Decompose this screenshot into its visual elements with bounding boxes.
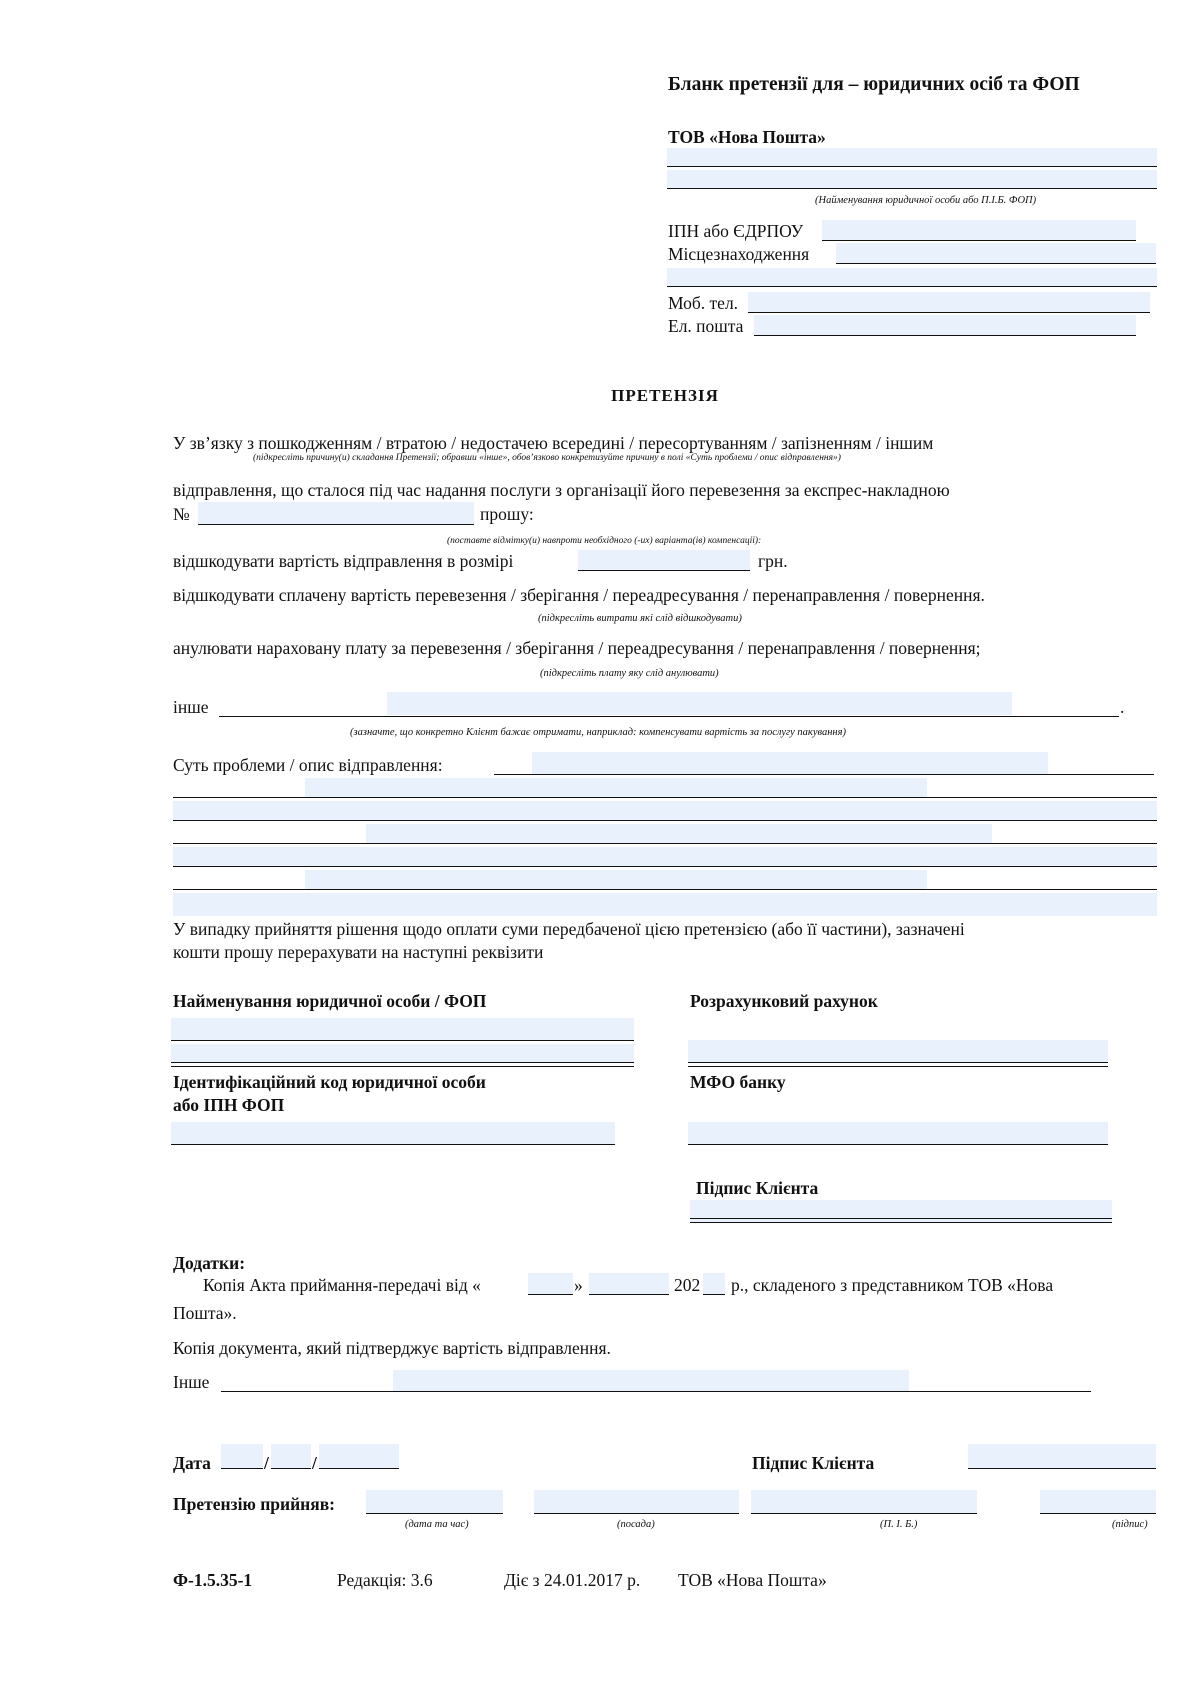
location-line-1 (836, 263, 1156, 264)
option1-currency: грн. (758, 551, 788, 571)
accepted-name-field[interactable] (751, 1490, 977, 1513)
attachment1-a: Копія Акта приймання-передачі від « (203, 1275, 481, 1295)
phone-label: Моб. тел. (668, 293, 739, 313)
claim-intro: У зв’язку з пошкодженням / втратою / недостачею всередині / пересортуванням / запізненням / іншим (173, 433, 934, 453)
compensation-hint: (поставте відмітку(и) навпроти необхідного (-их) варіанта(ів) компенсації): (447, 536, 762, 546)
account-label: Розрахунковий рахунок (690, 991, 878, 1011)
attachment1-e: Пошта». (173, 1303, 237, 1323)
waybill-number-line (198, 524, 474, 525)
act-year-field[interactable] (703, 1273, 725, 1294)
accepted-label: Претензію прийняв: (173, 1494, 336, 1514)
payment-text-2: кошти прошу перерахувати на наступні реквізити (173, 942, 544, 962)
problem-line-0 (494, 774, 1154, 775)
form-code: Ф-1.5.35-1 (173, 1570, 253, 1590)
account-line (688, 1062, 1108, 1067)
attachments-heading: Додатки: (173, 1253, 246, 1273)
problem-field-0[interactable] (532, 752, 1048, 774)
act-day-field[interactable] (528, 1273, 573, 1294)
footer-company: ТОВ «Нова Пошта» (678, 1570, 827, 1590)
email-label: Ел. пошта (668, 316, 744, 336)
problem-line-5 (173, 889, 1157, 890)
other-field[interactable] (387, 692, 1012, 715)
other-line (219, 716, 1119, 717)
accepted-sign-field[interactable] (1040, 1490, 1156, 1513)
entity-name-field-1[interactable] (667, 148, 1157, 166)
hint-datetime: (дата та час) (405, 1519, 469, 1530)
option3-hint: (підкресліть плату яку слід анулювати) (540, 668, 719, 679)
accepted-position-field[interactable] (534, 1490, 739, 1513)
client-signature-label: Підпис Клієнта (696, 1178, 819, 1198)
option2-text: відшкодувати сплачену вартість перевезення / зберігання / переадресування / перенаправлення / повернення. (173, 585, 985, 605)
accepted-datetime-line (366, 1513, 503, 1514)
req-entity-line-2 (171, 1062, 634, 1067)
act-month-field[interactable] (589, 1273, 669, 1294)
entity-label: Найменування юридичної особи / ФОП (173, 991, 487, 1011)
problem-field-6[interactable] (173, 893, 1157, 916)
id-code-line (171, 1144, 615, 1145)
location-label: Місцезнаходження (668, 244, 810, 264)
problem-label: Суть проблеми / опис відправлення: (173, 755, 443, 775)
other-hint: (зазначте, що конкретно Клієнт бажає отримати, наприклад: компенсувати вартість за послугу пакування) (350, 727, 847, 738)
other-label: інше (173, 697, 209, 717)
claim-line2: відправлення, що сталося під час надання послуги з організації його перевезення за експрес-накладною (173, 480, 950, 500)
act-year-line (703, 1294, 725, 1295)
accepted-datetime-field[interactable] (366, 1490, 503, 1513)
email-line (754, 335, 1136, 336)
entity-name-hint: (Найменування юридичної особи або П.І.Б. ФОП) (815, 195, 1037, 206)
payment-text-1: У випадку прийняття рішення щодо оплати суми передбаченої цією претензією (або її частини), зазначені (173, 919, 965, 939)
id-label-1: Ідентифікаційний код юридичної особи (173, 1072, 486, 1092)
entity-name-line-1 (667, 166, 1157, 167)
effective-date: Діє з 24.01.2017 р. (504, 1570, 641, 1590)
accepted-sign-line (1040, 1513, 1156, 1514)
req-entity-field-2[interactable] (171, 1044, 634, 1062)
attachment-other-field[interactable] (393, 1370, 909, 1391)
ipn-line (822, 240, 1136, 241)
date-sep-2: / (312, 1453, 317, 1473)
request-text: прошу: (480, 504, 534, 524)
waybill-number-field[interactable] (198, 502, 474, 524)
hint-name: (П. І. Б.) (880, 1519, 918, 1530)
act-day-line (528, 1294, 573, 1295)
act-month-line (589, 1294, 669, 1295)
date-sep-1: / (264, 1453, 269, 1473)
problem-line-1 (173, 797, 1157, 798)
accepted-position-line (534, 1513, 739, 1514)
hint-sign: (підпис) (1112, 1519, 1148, 1530)
hint-position: (посада) (617, 1519, 655, 1530)
attachment2: Копія документа, який підтверджує вартість відправлення. (173, 1338, 611, 1358)
email-field[interactable] (754, 315, 1136, 335)
location-field-2[interactable] (667, 268, 1157, 286)
date-month-line (271, 1468, 311, 1469)
claim-heading: ПРЕТЕНЗІЯ (611, 386, 719, 405)
entity-name-field-2[interactable] (667, 170, 1157, 188)
final-sign-field[interactable] (968, 1444, 1156, 1468)
phone-line (748, 312, 1150, 313)
final-sign-line (968, 1468, 1156, 1469)
other-end: . (1120, 697, 1125, 717)
revision: Редакція: 3.6 (337, 1570, 433, 1590)
date-label: Дата (173, 1453, 211, 1473)
problem-field-3[interactable] (366, 824, 992, 843)
date-day-field[interactable] (221, 1444, 263, 1468)
date-year-line (319, 1468, 399, 1469)
option1-text: відшкодувати вартість відправлення в розмірі (173, 551, 514, 571)
mfo-line (688, 1144, 1108, 1145)
entity-name-line-2 (667, 188, 1157, 189)
ipn-field[interactable] (822, 220, 1136, 240)
date-day-line (221, 1468, 263, 1469)
date-year-field[interactable] (319, 1444, 399, 1468)
phone-field[interactable] (748, 292, 1150, 312)
problem-field-2[interactable] (173, 801, 1157, 820)
problem-field-1[interactable] (305, 778, 927, 797)
option2-hint: (підкресліть витрати які слід відшкодувати) (538, 613, 742, 624)
attachment1-d: р., складеного з представником ТОВ «Нова (731, 1275, 1054, 1295)
mfo-field[interactable] (688, 1122, 1108, 1144)
attachment1-b: » (574, 1275, 583, 1295)
location-field-1[interactable] (836, 243, 1156, 263)
form-title: Бланк претензії для – юридичних осіб та ФОП (668, 74, 1080, 95)
id-code-field[interactable] (171, 1122, 615, 1144)
account-field[interactable] (688, 1040, 1108, 1062)
problem-field-4[interactable] (173, 847, 1157, 866)
location-line-2 (667, 286, 1157, 287)
problem-line-3 (173, 843, 1157, 844)
req-entity-field-1[interactable] (171, 1018, 634, 1040)
final-sign-label: Підпис Клієнта (752, 1453, 875, 1473)
client-signature-line (690, 1218, 1112, 1223)
option1-amount-line (578, 570, 750, 571)
option3-text: анулювати нараховану плату за перевезення / зберігання / переадресування / перенаправлення / повернення; (173, 638, 981, 658)
problem-line-2 (173, 820, 1157, 821)
mfo-label: МФО банку (690, 1072, 786, 1092)
id-label-2: або ІПН ФОП (173, 1095, 285, 1115)
req-entity-line-1 (171, 1040, 634, 1041)
company-name: ТОВ «Нова Пошта» (668, 127, 826, 147)
ipn-label: ІПН або ЄДРПОУ (668, 221, 804, 241)
attachment-other-line (221, 1391, 1091, 1392)
number-sign: № (173, 504, 190, 524)
option1-amount-field[interactable] (578, 550, 750, 570)
claim-intro-hint: (підкресліть причину(и) складання Претензії; обравши «інше», обов’язково конкретизуйте причину в полі «Суть проблеми / опис відправлення») (253, 453, 841, 463)
date-month-field[interactable] (271, 1444, 311, 1468)
attachment1-c: 202 (674, 1275, 701, 1295)
problem-line-4 (173, 866, 1157, 867)
attachment-other-label: Інше (173, 1372, 210, 1392)
problem-field-5[interactable] (305, 870, 927, 889)
accepted-name-line (751, 1513, 977, 1514)
